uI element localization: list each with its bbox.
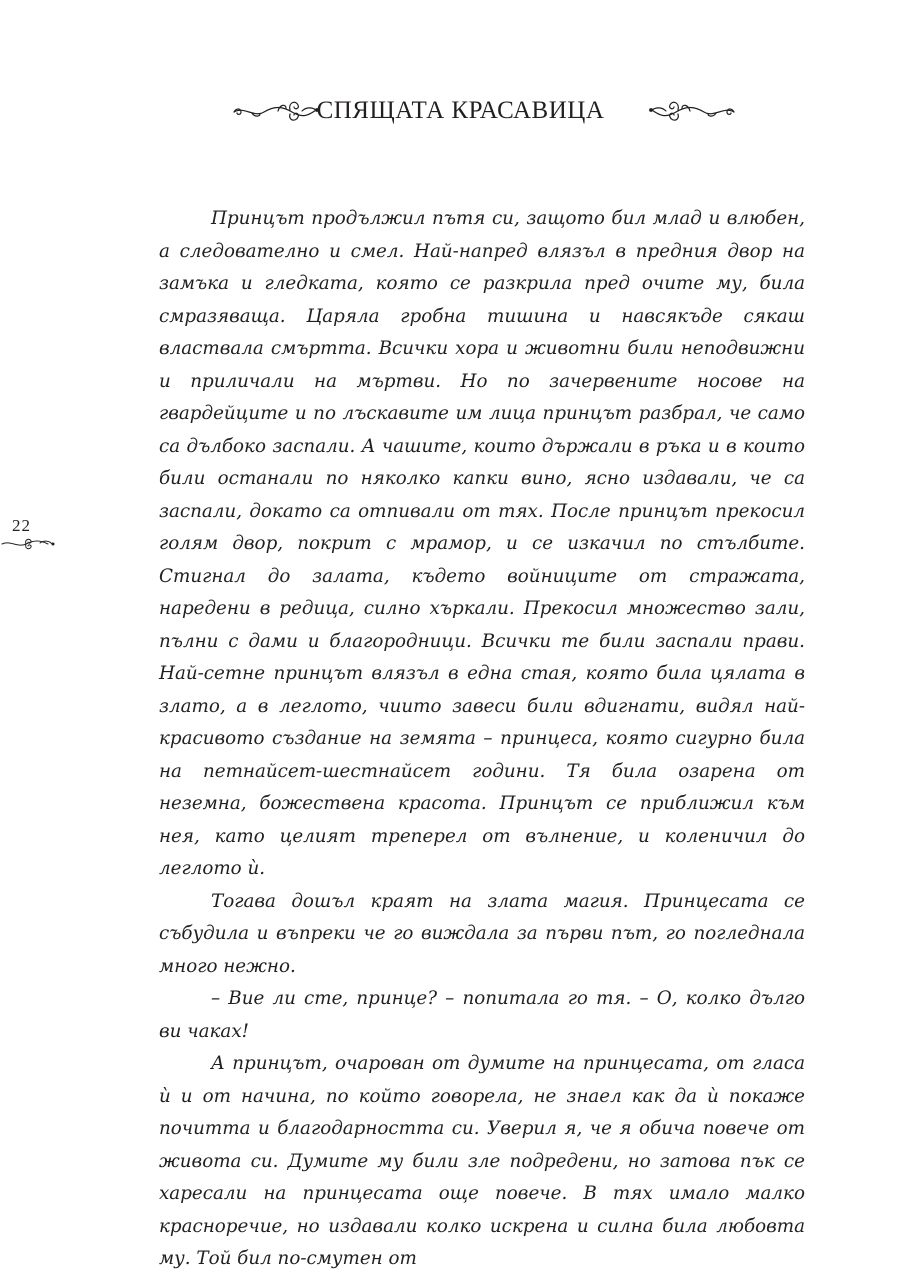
page-flourish-icon xyxy=(0,536,56,552)
scroll-flourish-icon xyxy=(648,96,738,124)
paragraph: Принцът продължил пътя си, защото бил млад и влюбен, а следователно и смел. Най-напред влязъл в предния двор на замъка и гледката, която се разкрила пред очите му, била смразяваща. Царяла гробна тишина и навсякъде сякаш властвала смъртта. Всички хора и животни били неподвижни и приличали на мъртви. Но по зачервените носове на гвардейците и по лъскавите им лица принцът разбрал, че само са дълбоко заспали. А чашите, които държали в ръка и в които били останали по няколко капки вино, ясно издавали, че са заспали, докато са отпивали от тях. После принцът прекосил голям двор, покрит с мрамор, и се изкачил по стълбите. Стигнал до залата, където войниците от стражата, наредени в редица, силно хъркали. Прекосил множество зали, пълни с дами и благородници. Всички те били заспали прави. Най-сетне принцът влязъл в една стая, която била цялата в злато, а в леглото, чиито завеси били вдигнати, видял най-красивото създание на земята – принцеса, която сигурно била на петнайсет-шестнайсет години. Тя била озарена от неземна, божествена красота. Принцът се приближил към нея, като целият треперел от вълнение, и коленичил до леглото ѝ. xyxy=(159,208,805,879)
story-text xyxy=(159,203,805,1276)
page-number: 22 xyxy=(12,516,31,535)
paragraph: А принцът, очарован от думите на принцесата, от гласа ѝ и от начина, по който говорела, не знаел как да ѝ покаже почитта и благодарността си. Уверил я, че я обича повече от живота си. Думите му били зле подредени, но затова пък се харесали на принцесата още повече. В тях имало малко красноречие, но издавали колко искрена и силна била любовта му. Той бил по-смутен от xyxy=(159,1053,805,1269)
page-number-block xyxy=(0,516,60,556)
paragraph: Тогава дошъл краят на злата магия. Принцесата се събудила и въпреки че го виждала за първи път, го погледнала много нежно. xyxy=(159,890,805,977)
running-header xyxy=(0,92,921,132)
paragraph: – Вие ли сте, принце? – попитала го тя. – О, колко дълго ви чаках! xyxy=(159,988,805,1042)
running-title: СПЯЩАТА КРАСАВИЦА xyxy=(316,97,605,124)
